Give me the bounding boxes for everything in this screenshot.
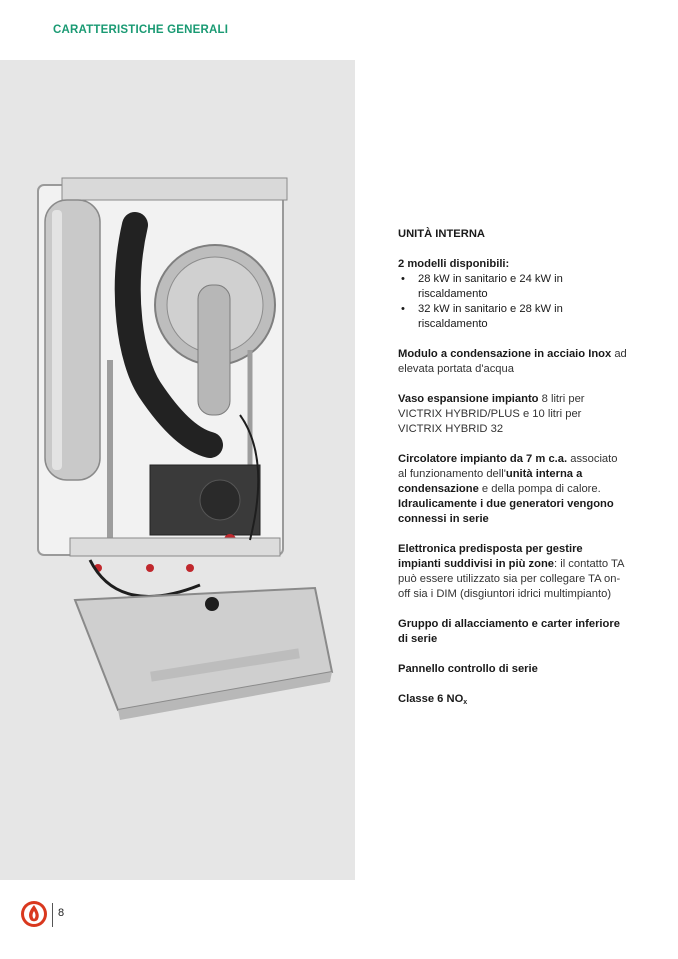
footer-separator: [52, 903, 53, 927]
model-item: • 32 kW in sanitario e 28 kW in riscaldamento: [398, 302, 628, 332]
condensing-bold: Modulo a condensazione in acciaio Inox: [398, 348, 612, 360]
connection-group-text: Gruppo di allacciamento e carter inferiore di serie: [398, 618, 620, 645]
models-label: 2 modelli disponibili:: [398, 258, 510, 270]
expansion-block: [398, 392, 628, 437]
nox-class-text: Classe 6 NO: [398, 693, 464, 705]
circulator-text: associato al funzionamento dell': [398, 453, 618, 480]
flame-logo-icon: [20, 900, 48, 928]
circulator-block: [398, 452, 628, 527]
control-panel-text: Pannello controllo di serie: [398, 663, 538, 675]
boiler-indoor-unit-photo: [0, 60, 355, 880]
circulator-bold: Circolatore impianto da 7 m c.a.: [398, 453, 568, 465]
model-item: • 28 kW in sanitario e 24 kW in riscaldamento: [398, 272, 628, 302]
condensing-block: [398, 347, 628, 377]
expansion-bold: Vaso espansione impianto: [398, 393, 539, 405]
circulator-bold-unit: unità interna a condensazione: [398, 468, 583, 495]
condensing-text: ad elevata portata d'acqua: [398, 348, 627, 375]
electronics-block: [398, 542, 628, 602]
nox-class-block: [398, 692, 628, 710]
unit-title: UNITÀ INTERNA: [398, 228, 486, 240]
electronics-bold: Elettronica predisposta per gestire impianti suddivisi in più zone: [398, 543, 583, 570]
product-photo-panel: [0, 60, 355, 880]
page-number: 8: [58, 907, 65, 919]
circulator-series-note: Idraulicamente i due generatori vengono connessi in serie: [398, 498, 614, 525]
electronics-text: : il contatto TA può essere utilizzato sia per collegare TA on-off sia i DIM (disgiuntori idrici multimpianto): [398, 558, 624, 600]
expansion-text: 8 litri per VICTRIX HYBRID/PLUS e 10 litri per VICTRIX HYBRID 32: [398, 393, 585, 435]
circulator-text-end: e della pompa di calore.: [478, 483, 601, 495]
connection-group-block: [398, 617, 628, 647]
models-block: [398, 257, 628, 332]
features-column: [398, 227, 628, 725]
models-list: [398, 272, 628, 332]
nox-subscript: x: [463, 699, 468, 706]
control-panel-block: [398, 662, 628, 677]
section-title: CARATTERISTICHE GENERALI: [53, 24, 229, 36]
